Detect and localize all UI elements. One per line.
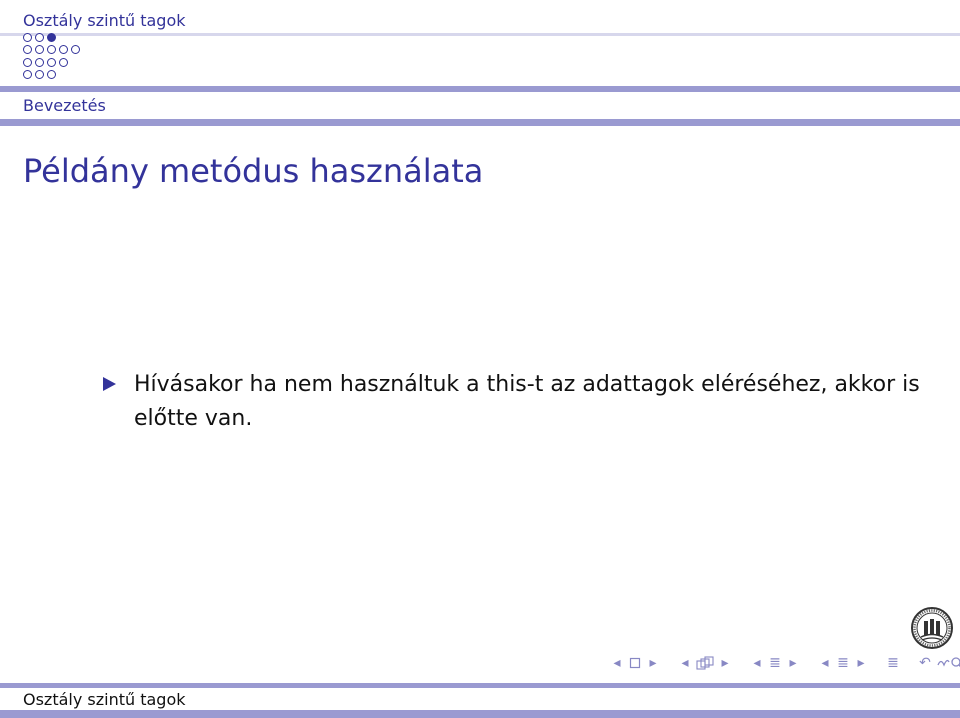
subsection-bar <box>0 92 960 119</box>
nav-right-arrow-icon[interactable]: ▸ <box>857 655 865 671</box>
nav-frame-icon[interactable] <box>628 655 642 671</box>
frame-dot[interactable] <box>59 58 68 67</box>
nav-right-arrow-icon[interactable]: ▸ <box>721 655 729 671</box>
nav-subsection-icon[interactable] <box>696 655 714 671</box>
header-rule <box>0 33 960 36</box>
frame-dot[interactable] <box>47 70 56 79</box>
frame-dot[interactable] <box>35 45 44 54</box>
nav-left-arrow-icon[interactable]: ◂ <box>613 655 621 671</box>
beamer-navigation <box>610 654 960 672</box>
bullet-list <box>103 368 923 436</box>
nav-right-arrow-icon[interactable]: ▸ <box>789 655 797 671</box>
nav-left-arrow-icon[interactable]: ◂ <box>753 655 761 671</box>
frame-dot[interactable] <box>35 70 44 79</box>
nav-appendix-icon[interactable]: ≣ <box>887 655 899 671</box>
frame-dot[interactable] <box>47 45 56 54</box>
nav-search-icon[interactable] <box>936 655 960 671</box>
section-title[interactable]: Osztály szintű tagok <box>23 11 186 30</box>
frame-dot[interactable] <box>35 58 44 67</box>
list-item <box>103 368 923 436</box>
frame-dot[interactable] <box>23 45 32 54</box>
frame-title: Példány metódus használata <box>23 152 484 190</box>
nav-left-arrow-icon[interactable]: ◂ <box>681 655 689 671</box>
nav-left-arrow-icon[interactable]: ◂ <box>821 655 829 671</box>
bullet-text: Hívásakor ha nem használtuk a this-t az adattagok eléréséhez, akkor is előtte van. <box>134 372 920 431</box>
nav-dots-row <box>23 45 80 55</box>
university-seal-icon <box>910 606 954 650</box>
subsection-title[interactable]: Bevezetés <box>23 96 106 115</box>
footer-rule-bottom <box>0 710 960 718</box>
nav-right-arrow-icon[interactable]: ▸ <box>649 655 657 671</box>
footer-rule-top <box>0 683 960 688</box>
bullet-triangle-icon <box>103 377 116 391</box>
frame-dot[interactable] <box>23 58 32 67</box>
footer-title[interactable]: Osztály szintű tagok <box>23 690 186 709</box>
frame-dot[interactable] <box>23 70 32 79</box>
current-frame-dot[interactable] <box>47 33 56 42</box>
nav-dots-row <box>23 70 56 80</box>
frame-dot[interactable] <box>23 33 32 42</box>
frame-dot[interactable] <box>71 45 80 54</box>
frame-dot[interactable] <box>47 58 56 67</box>
nav-dots-row <box>23 33 56 43</box>
nav-dots-row <box>23 58 68 68</box>
subsection-band-bottom <box>0 119 960 126</box>
nav-section-icon[interactable]: ≣ <box>769 655 781 671</box>
nav-section-icon[interactable]: ≣ <box>837 655 849 671</box>
nav-undo-icon[interactable]: ↶ <box>919 655 931 671</box>
frame-dot[interactable] <box>59 45 68 54</box>
frame-dot[interactable] <box>35 33 44 42</box>
